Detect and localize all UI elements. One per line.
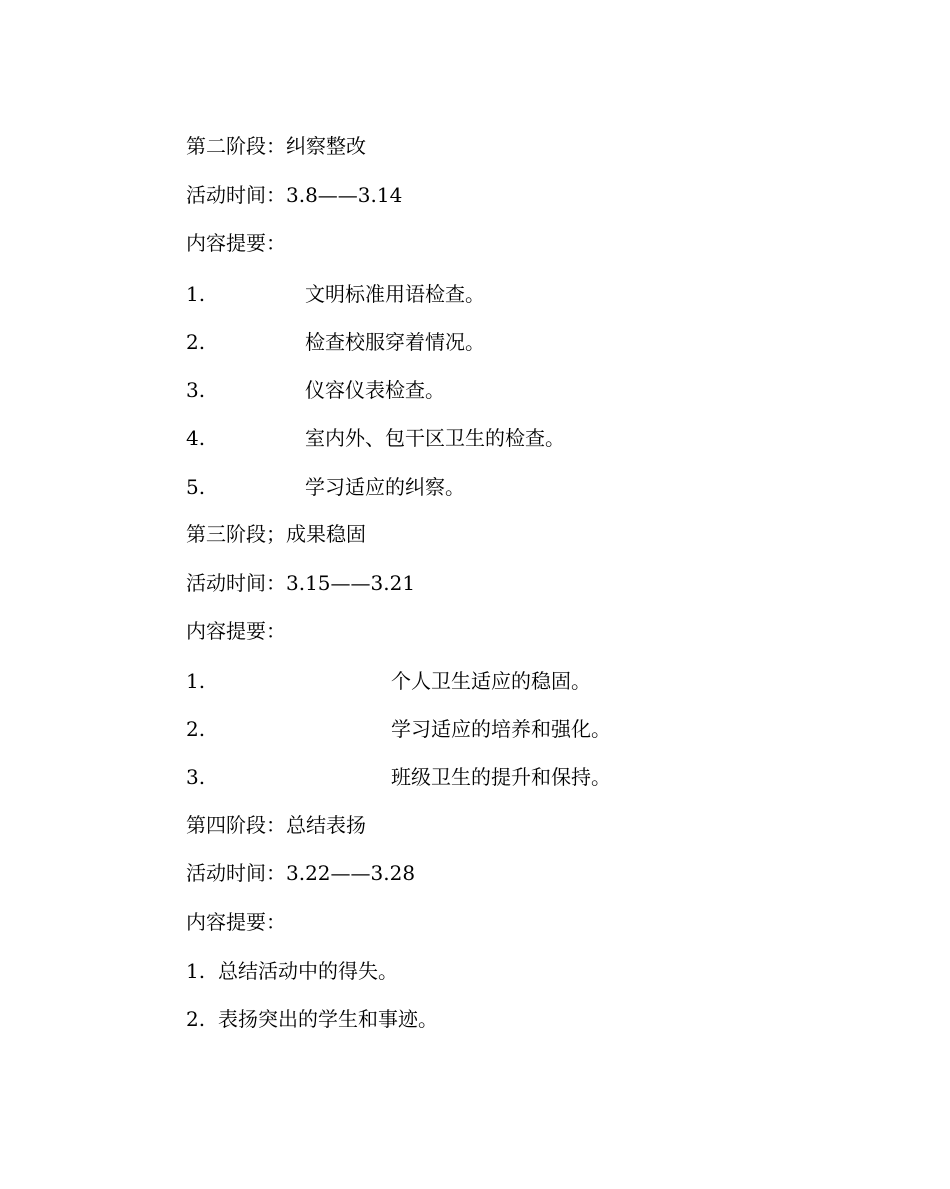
list-item-text: 学习适应的纠察。 [305, 475, 465, 499]
list-item [186, 329, 485, 355]
stage3-summary-label: 内容提要： [186, 619, 286, 643]
list-item-number: 3. [186, 765, 206, 789]
list-item [186, 474, 465, 500]
stage2-time: 活动时间：3.8——3.14 [186, 183, 403, 207]
list-item [186, 668, 591, 694]
stage2-heading: 第二阶段：纠察整改 [186, 134, 366, 158]
list-item-number: 2. [186, 717, 206, 741]
list-item-number: 1. [186, 669, 206, 693]
stage3-heading: 第三阶段；成果稳固 [186, 522, 366, 546]
list-item-text: 室内外、包干区卫生的检查。 [305, 426, 565, 450]
list-item-number: 3. [186, 378, 206, 402]
list-item [186, 1006, 438, 1032]
list-item-text: 检查校服穿着情况。 [305, 330, 485, 354]
list-item-number: 1. [186, 959, 206, 983]
stage4-heading: 第四阶段：总结表扬 [186, 813, 366, 837]
stage2-summary-label: 内容提要： [186, 231, 286, 255]
list-item-text: 仪容仪表检查。 [305, 378, 445, 402]
list-item-number: 2. [186, 330, 206, 354]
list-item-text: 班级卫生的提升和保持。 [391, 765, 611, 789]
stage4-time: 活动时间：3.22——3.28 [186, 861, 416, 885]
list-item-text: 文明标准用语检查。 [305, 282, 485, 306]
stage3-time: 活动时间：3.15——3.21 [186, 571, 416, 595]
list-item-number: 2. [186, 1007, 206, 1031]
list-item [186, 425, 565, 451]
list-item-text: 表扬突出的学生和事迹。 [218, 1007, 438, 1031]
list-item-text: 个人卫生适应的稳固。 [391, 669, 591, 693]
list-item [186, 764, 611, 790]
list-item [186, 377, 445, 403]
list-item-number: 4. [186, 426, 206, 450]
list-item [186, 958, 398, 984]
list-item-number: 5. [186, 475, 206, 499]
list-item-number: 1. [186, 282, 206, 306]
list-item-text: 总结活动中的得失。 [218, 959, 398, 983]
list-item [186, 716, 611, 742]
list-item-text: 学习适应的培养和强化。 [391, 717, 611, 741]
stage4-summary-label: 内容提要： [186, 910, 286, 934]
list-item [186, 281, 485, 307]
